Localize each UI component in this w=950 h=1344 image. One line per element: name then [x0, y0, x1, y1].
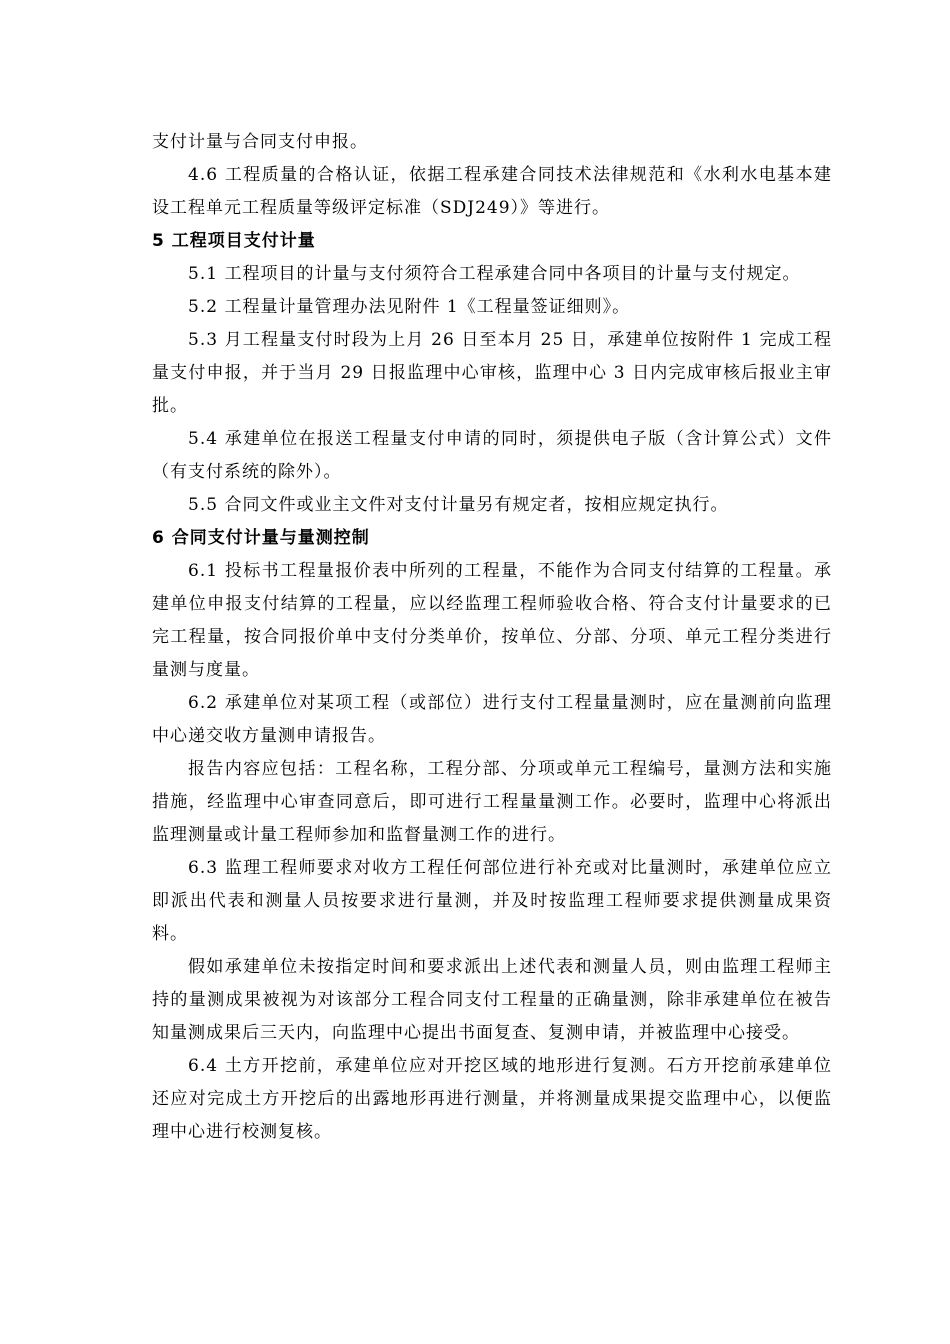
- paragraph-report-contents: 报告内容应包括：工程名称，工程分部、分项或单元工程编号，量测方法和实施措施，经监理中心审查同意后，即可进行工程量量测工作。必要时，监理中心将派出监理测量或计量工程师参加和监督量测工作的进行。: [152, 759, 832, 845]
- paragraph-5-5: 5.5 合同文件或业主文件对支付计量另有规定者，按相应规定执行。: [188, 495, 729, 515]
- paragraph-5-2: 5.2 工程量计量管理办法见附件 1《工程量签证细则》。: [188, 297, 631, 317]
- paragraph-continuation: 支付计量与合同支付申报。: [152, 132, 368, 152]
- section-heading-6: 6 合同支付计量与量测控制: [152, 528, 370, 548]
- paragraph-5-4: 5.4 承建单位在报送工程量支付申请的同时，须提供电子版（含计算公式）文件（有支付系统的除外）。: [152, 429, 832, 482]
- paragraph-6-2: 6.2 承建单位对某项工程（或部位）进行支付工程量量测时，应在量测前向监理中心递交收方量测申请报告。: [152, 693, 832, 746]
- paragraph-6-3: 6.3 监理工程师要求对收方工程任何部位进行补充或对比量测时，承建单位应立即派出代表和测量人员按要求进行量测，并及时按监理工程师要求提供测量成果资料。: [152, 858, 832, 944]
- paragraph-5-3: 5.3 月工程量支付时段为上月 26 日至本月 25 日，承建单位按附件 1 完成工程量支付申报，并于当月 29 日报监理中心审核，监理中心 3 日内完成审核后报业主审批。: [152, 330, 832, 416]
- paragraph-5-1: 5.1 工程项目的计量与支付须符合工程承建合同中各项目的计量与支付规定。: [188, 264, 801, 284]
- paragraph-6-4: 6.4 土方开挖前，承建单位应对开挖区域的地形进行复测。石方开挖前承建单位还应对完成土方开挖后的出露地形再进行测量，并将测量成果提交监理中心，以便监理中心进行校测复核。: [152, 1056, 832, 1142]
- section-heading-5: 5 工程项目支付计量: [152, 231, 316, 251]
- paragraph-4-6: 4.6 工程质量的合格认证，依据工程承建合同技术法律规范和《水利水电基本建设工程单元工程质量等级评定标准（SDJ249）》等进行。: [152, 165, 832, 218]
- paragraph-6-1: 6.1 投标书工程量报价表中所列的工程量，不能作为合同支付结算的工程量。承建单位申报支付结算的工程量，应以经监理工程师验收合格、符合支付计量要求的已完工程量，按合同报价单中支付分类单价，按单位、分部、分项、单元工程分类进行量测与度量。: [152, 561, 832, 680]
- document-page: [152, 126, 832, 1149]
- paragraph-default-measurement: 假如承建单位未按指定时间和要求派出上述代表和测量人员，则由监理工程师主持的量测成果被视为对该部分工程合同支付工程量的正确量测，除非承建单位在被告知量测成果后三天内，向监理中心提出书面复查、复测申请，并被监理中心接受。: [152, 957, 832, 1043]
